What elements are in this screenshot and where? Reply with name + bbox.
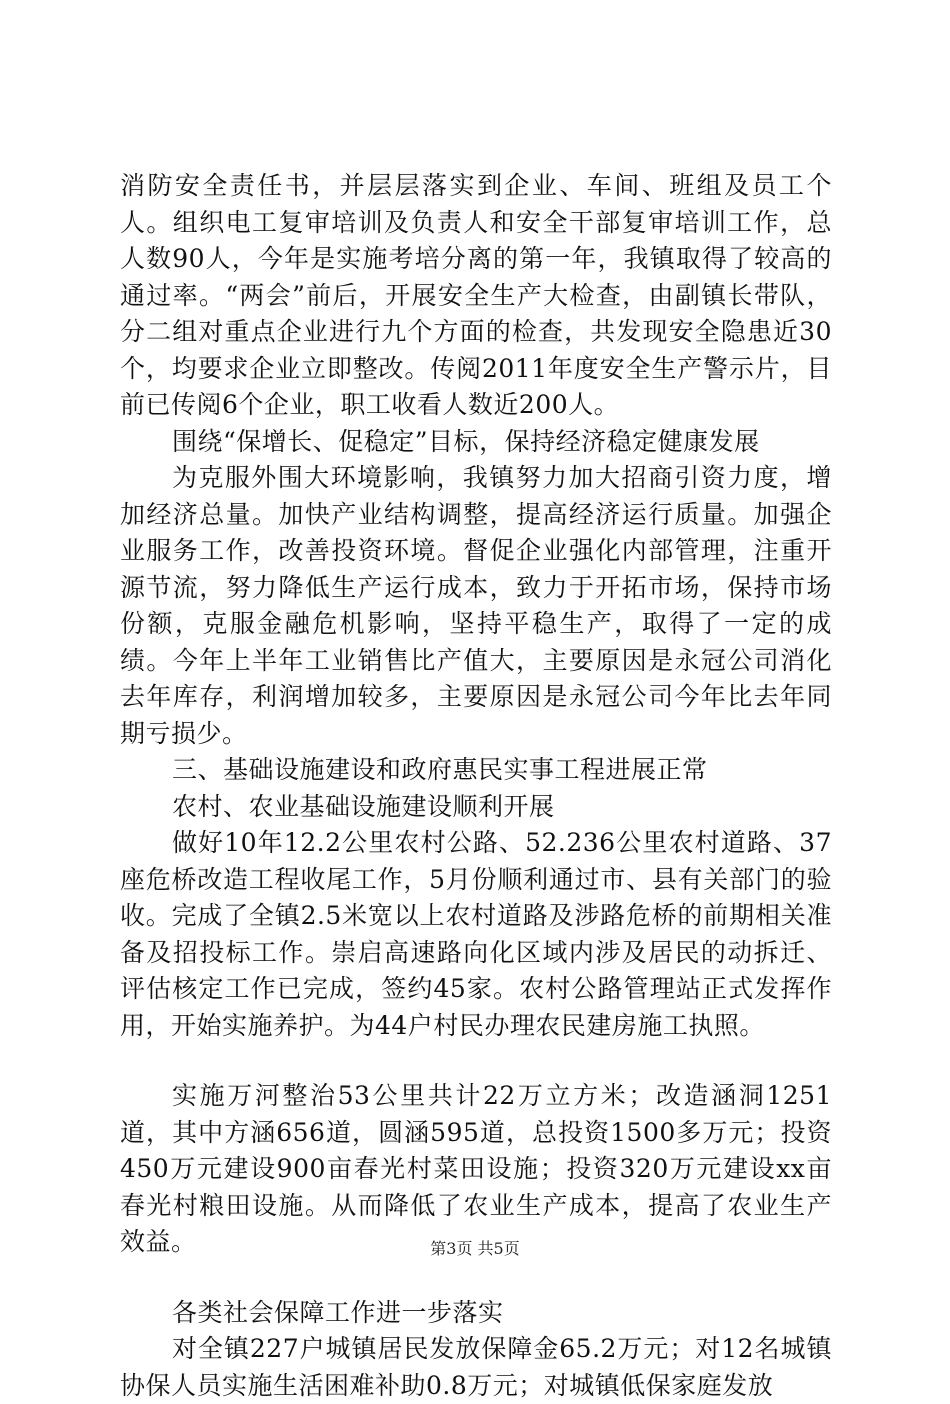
paragraph-safety-training: 消防安全责任书，并层层落实到企业、车间、班组及员工个人。组织电工复审培训及负责人和安全干部复审培训工作，总人数90人，今年是实施考培分离的第一年，我镇取得了较高的通过率。“两会”前后，开展安全生产大检查，由副镇长带队，分二组对重点企业进行九个方面的检查，共发现安全隐患近30个，均要求企业立即整改。传阅2011年度安全生产警示片，目前已传阅6个企业，职工收看人数近200人。 <box>120 171 832 419</box>
heading-social-security: 各类社会保障工作进一步落实 <box>172 1297 504 1327</box>
paragraph-economic-development: 为克服外围大环境影响，我镇努力加大招商引资力度，增加经济总量。加快产业结构调整，提高经济运行质量。加强企业服务工作，改善投资环境。督促企业强化内部管理，注重开源节流，努力降低生产运行成本，致力于开拓市场，保持市场份额，克服金融危机影响，坚持平稳生产，取得了一定的成绩。今年上半年工业销售比产值大，主要原因是永冠公司消化去年库存，利润增加较多，主要原因是永冠公司今年比去年同期亏损少。 <box>120 463 832 748</box>
heading-rural-infrastructure: 农村、农业基础设施建设顺利开展 <box>172 791 555 821</box>
paragraph-rural-roads: 做好10年12.2公里农村公路、52.236公里农村道路、37座危桥改造工程收尾工作，5月份顺利通过市、县有关部门的验收。完成了全镇2.5米宽以上农村道路及涉路危桥的前期相关准备及招投标工作。崇启高速路向化区域内涉及居民的动拆迁、评估核定工作已完成，签约45家。农村公路管理站正式发挥作用，开始实施养护。为44户村民办理农民建房施工执照。 <box>120 828 832 1040</box>
paragraph-river-culverts: 实施万河整治53公里共计22万立方米；改造涵洞1251道，其中方涵656道，圆涵595道，总投资1500多万元；投资450万元建设900亩春光村菜田设施；投资320万元建设xx亩春光村粮田设施。从而降低了农业生产成本，提高了农业生产效益。 <box>120 1081 832 1256</box>
heading-economic-development: 围绕“保增长、促稳定”目标，保持经济稳定健康发展 <box>172 426 760 456</box>
paragraph-social-security: 对全镇227户城镇居民发放保障金65.2万元；对12名城镇协保人员实施生活困难补助0.8万元；对城镇低保家庭发放 <box>120 1334 832 1400</box>
paragraph-gap <box>120 1044 832 1078</box>
heading-section-three: 三、基础设施建设和政府惠民实事工程进展正常 <box>172 755 708 784</box>
page-number-footer: 第3页 共5页 <box>430 1239 520 1258</box>
paragraph-gap <box>120 1261 832 1295</box>
document-body <box>120 168 832 1404</box>
